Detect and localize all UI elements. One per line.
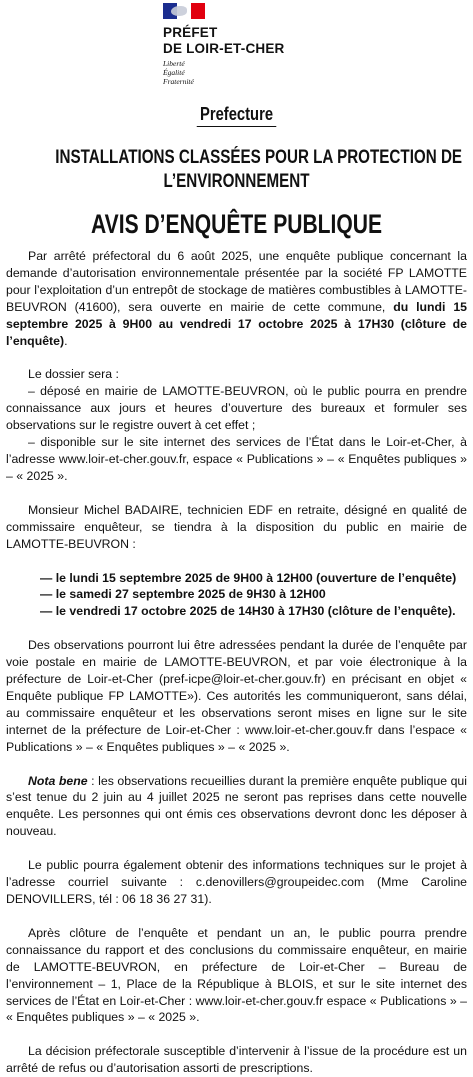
paragraph-decision: La décision préfectorale susceptible d’intervenir à l’issue de la procédure est un arrêté de refus ou d’autorisation assorti de prescriptions. [6, 1044, 467, 1076]
marianne-flag-icon [163, 3, 205, 19]
list-item: — le vendredi 17 octobre 2025 de 14H30 à 17H30 (clôture de l’enquête). [40, 604, 456, 619]
prefet-title: PRÉFET DE LOIR-ET-CHER [163, 25, 285, 56]
paragraph-cloture: Après clôture de l’enquête et pendant un an, le public pourra prendre connaissance du rapport et des conclusions du commissaire enquêteur, en mairie de LAMOTTE-BEUVRON, en préfecture de Loir-et-Cher – Bureau de l’environnement – 1, Place de la République à BLOIS, et sur le site internet des services de l’État en Loir-et-Cher : www.loir-et-cher.gouv.fr espace « Publications » – « Enquêtes publiques » – « 2025 ». [6, 925, 467, 1025]
list-item: — le lundi 15 septembre 2025 de 9H00 à 12H00 (ouverture de l’enquête) [40, 570, 457, 585]
paragraph-informations: Le public pourra également obtenir des informations techniques sur le projet à l’adresse courriel suivante : c.denovillers@groupeidec.com (Mme Caroline DENOVILLERS, tél : 06 18 36 27 31). [6, 858, 467, 906]
notice-subtitle: AVIS D’ENQUÊTE PUBLIQUE [91, 209, 382, 239]
notice-body [6, 248, 467, 1077]
list-item: — le samedi 27 septembre 2025 de 9H30 à 12H00 [40, 587, 326, 602]
devise: Liberté Égalité Fraternité [163, 59, 194, 86]
prefecture-logo [163, 3, 313, 93]
paragraph-nota-bene: Nota bene : les observations recueillies durant la première enquête publique qui s’est tenue du 2 juin au 4 juillet 2025 ne seront pas reprises dans cette nouvelle enquête. Les personnes qui ont émis ces observations devront donc les déposer à nouveau. [6, 773, 468, 839]
paragraph-dossier-intro: Le dossier sera : [28, 367, 119, 382]
paragraph-commissaire: Monsieur Michel BADAIRE, technicien EDF en retraite, désigné en qualité de commissaire enquêteur, se tiendra à la disposition du public en mairie de LAMOTTE-BEUVRON : [6, 502, 467, 551]
paragraph-arrete: Par arrêté préfectoral du 6 août 2025, une enquête publique concernant la demande d’autorisation environnementale présentée par la société FP LAMOTTE pour l’exploitation d’un entrepôt de stockage de matières combustibles à LAMOTTE-BEUVRON (41600), sera ouverte en mairie de cette commune, du lundi 15 septembre 2025 à 9H00 au vendredi 17 octobre 2025 à 17H30 (clôture de l’enquête). [6, 249, 467, 348]
section-label: Prefecture [0, 104, 473, 127]
notice-title: INSTALLATIONS CLASSÉES POUR LA PROTECTION DE L’ENVIRONNEMENT [55, 147, 463, 192]
paragraph-dossier-internet: – disponible sur le site internet des services de l’État dans le Loir-et-Cher, à l’adresse www.loir-et-cher.gouv.fr, espace « Publications » – « Enquêtes publiques » – « 2025 ». [6, 435, 467, 483]
paragraph-observations: Des observations pourront lui être adressées pendant la durée de l’enquête par voie postale en mairie de LAMOTTE-BEUVRON, et par voie électronique à la préfecture de Loir-et-Cher (pref-icpe@loir-et-cher.gouv.fr) en précisant en objet « Enquête publique FP LAMOTTE»). Ces autorités les communiqueront, sans délai, au commissaire enquêteur et les observations seront mises en ligne sur le site internet de la préfecture de Loir-et-Cher : www.loir-et-cher.gouv.fr dans l’espace « Publications » – « Enquêtes publiques » – « 2025 ». [6, 638, 467, 754]
permanences-list [6, 570, 467, 621]
paragraph-dossier-mairie: – déposé en mairie de LAMOTTE-BEUVRON, où le public pourra en prendre connaissance aux jours et heures d’ouverture des bureaux et formuler ses observations sur le registre ouvert à cet effet ; [6, 384, 467, 433]
